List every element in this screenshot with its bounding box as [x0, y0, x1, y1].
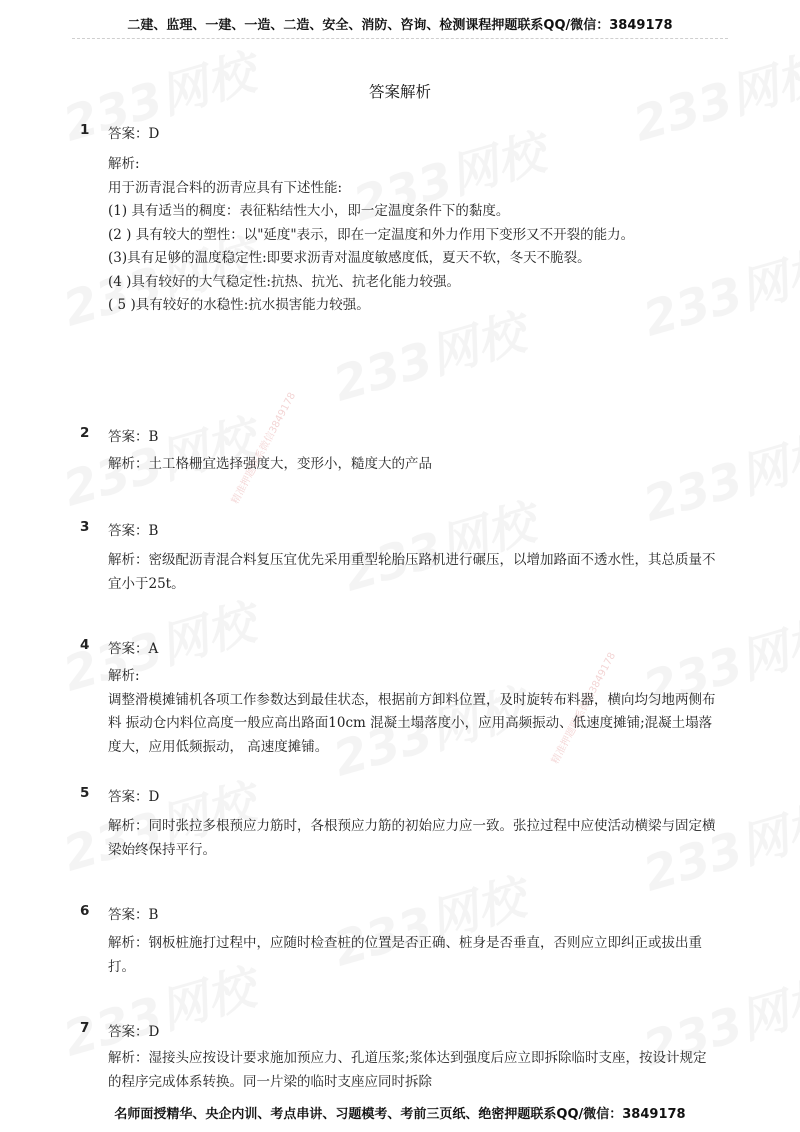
explanation-1	[108, 153, 718, 318]
page-footer: 名师面授精华、央企内训、考点串讲、习题模考、考前三页纸、绝密押题联系QQ/微信：3849178	[114, 1107, 686, 1122]
explanation-3	[108, 549, 718, 596]
page-title: 答案解析	[368, 83, 431, 101]
explanation-5	[108, 815, 718, 862]
explanation-7	[108, 1047, 718, 1094]
answer-label: 答案：A	[108, 641, 159, 657]
explanation-line: (4 )具有较好的大气稳定性:抗热、抗光、抗老化能力较强。	[108, 273, 460, 290]
explanation-line: 解析:	[108, 668, 140, 684]
explanation-line: 解析：钢板桩施打过程中，应随时检查桩的位置是否正确、桩身是否垂直，否则应立即纠正或拔出重打。	[108, 935, 702, 975]
question-number: 5	[80, 785, 90, 801]
explanation-line: 解析：土工格栅宜选择强度大，变形小，糙度大的产品	[108, 456, 432, 472]
explanation-line: ( 5 )具有较好的水稳性:抗水损害能力较强。	[108, 297, 370, 313]
question-number: 7	[80, 1020, 90, 1036]
answer-label: 答案：B	[108, 429, 159, 445]
question-number: 6	[80, 903, 90, 919]
explanation-line: 用于沥青混合料的沥青应具有下述性能:	[108, 179, 343, 196]
explanation-4	[108, 665, 718, 759]
answer-label: 答案：B	[108, 907, 159, 923]
explanation-line: (3)具有足够的温度稳定性:即要求沥青对温度敏感度低，夏天不软，冬天不脆裂。	[108, 250, 591, 266]
explanation-line: 解析：湿接头应按设计要求施加预应力、孔道压浆;浆体达到强度后应立即拆除临时支座，按设计规定的程序完成体系转换。同一片梁的临时支座应同时拆除	[108, 1050, 707, 1090]
answer-label: 答案：D	[108, 126, 160, 142]
explanation-line: 调整滑模摊铺机各项工作参数达到最佳状态，根据前方卸料位置，及时旋转布料器，横向均匀地两侧布料 振动仓内料位高度一般应高出路面10cm 混凝土塌落度小，应用高频振动、低速度摊铺;混凝土塌落度大，应用低频振动， 高速度摊铺。	[108, 691, 716, 755]
question-number: 2	[80, 425, 90, 441]
explanation-2	[108, 453, 718, 477]
explanation-line: 解析：同时张拉多根预应力筋时，各根预应力筋的初始应力应一致。张拉过程中应使活动横梁与固定横梁始终保持平行。	[108, 818, 716, 858]
question-number: 1	[80, 122, 90, 138]
watermark-stamp: 精准押题联系微信3849178	[549, 650, 619, 767]
answer-label: 答案：B	[108, 523, 159, 539]
explanation-line: (1) 具有适当的稠度：表征粘结性大小，即一定温度条件下的黏度。	[108, 203, 510, 219]
explanation-6	[108, 932, 718, 979]
explanation-line: (2 ) 具有较大的塑性：以"延度"表示，即在一定温度和外力作用下变形又不开裂的能力。	[108, 226, 635, 243]
question-number: 4	[80, 637, 90, 653]
watermark-stamp: 精准押题联系微信3849178	[229, 390, 299, 507]
answer-label: 答案：D	[108, 789, 160, 805]
explanation-line: 解析：密级配沥青混合料复压宜优先采用重型轮胎压路机进行碾压，以增加路面不透水性，其总质量不宜小于25t。	[108, 552, 716, 592]
question-number: 3	[80, 519, 90, 535]
page-header: 二建、监理、一建、一造、二造、安全、消防、咨询、检测课程押题联系QQ/微信：3849178	[127, 18, 673, 33]
header-divider	[72, 38, 728, 39]
answer-label: 答案：D	[108, 1024, 160, 1040]
explanation-line: 解析:	[108, 156, 140, 172]
